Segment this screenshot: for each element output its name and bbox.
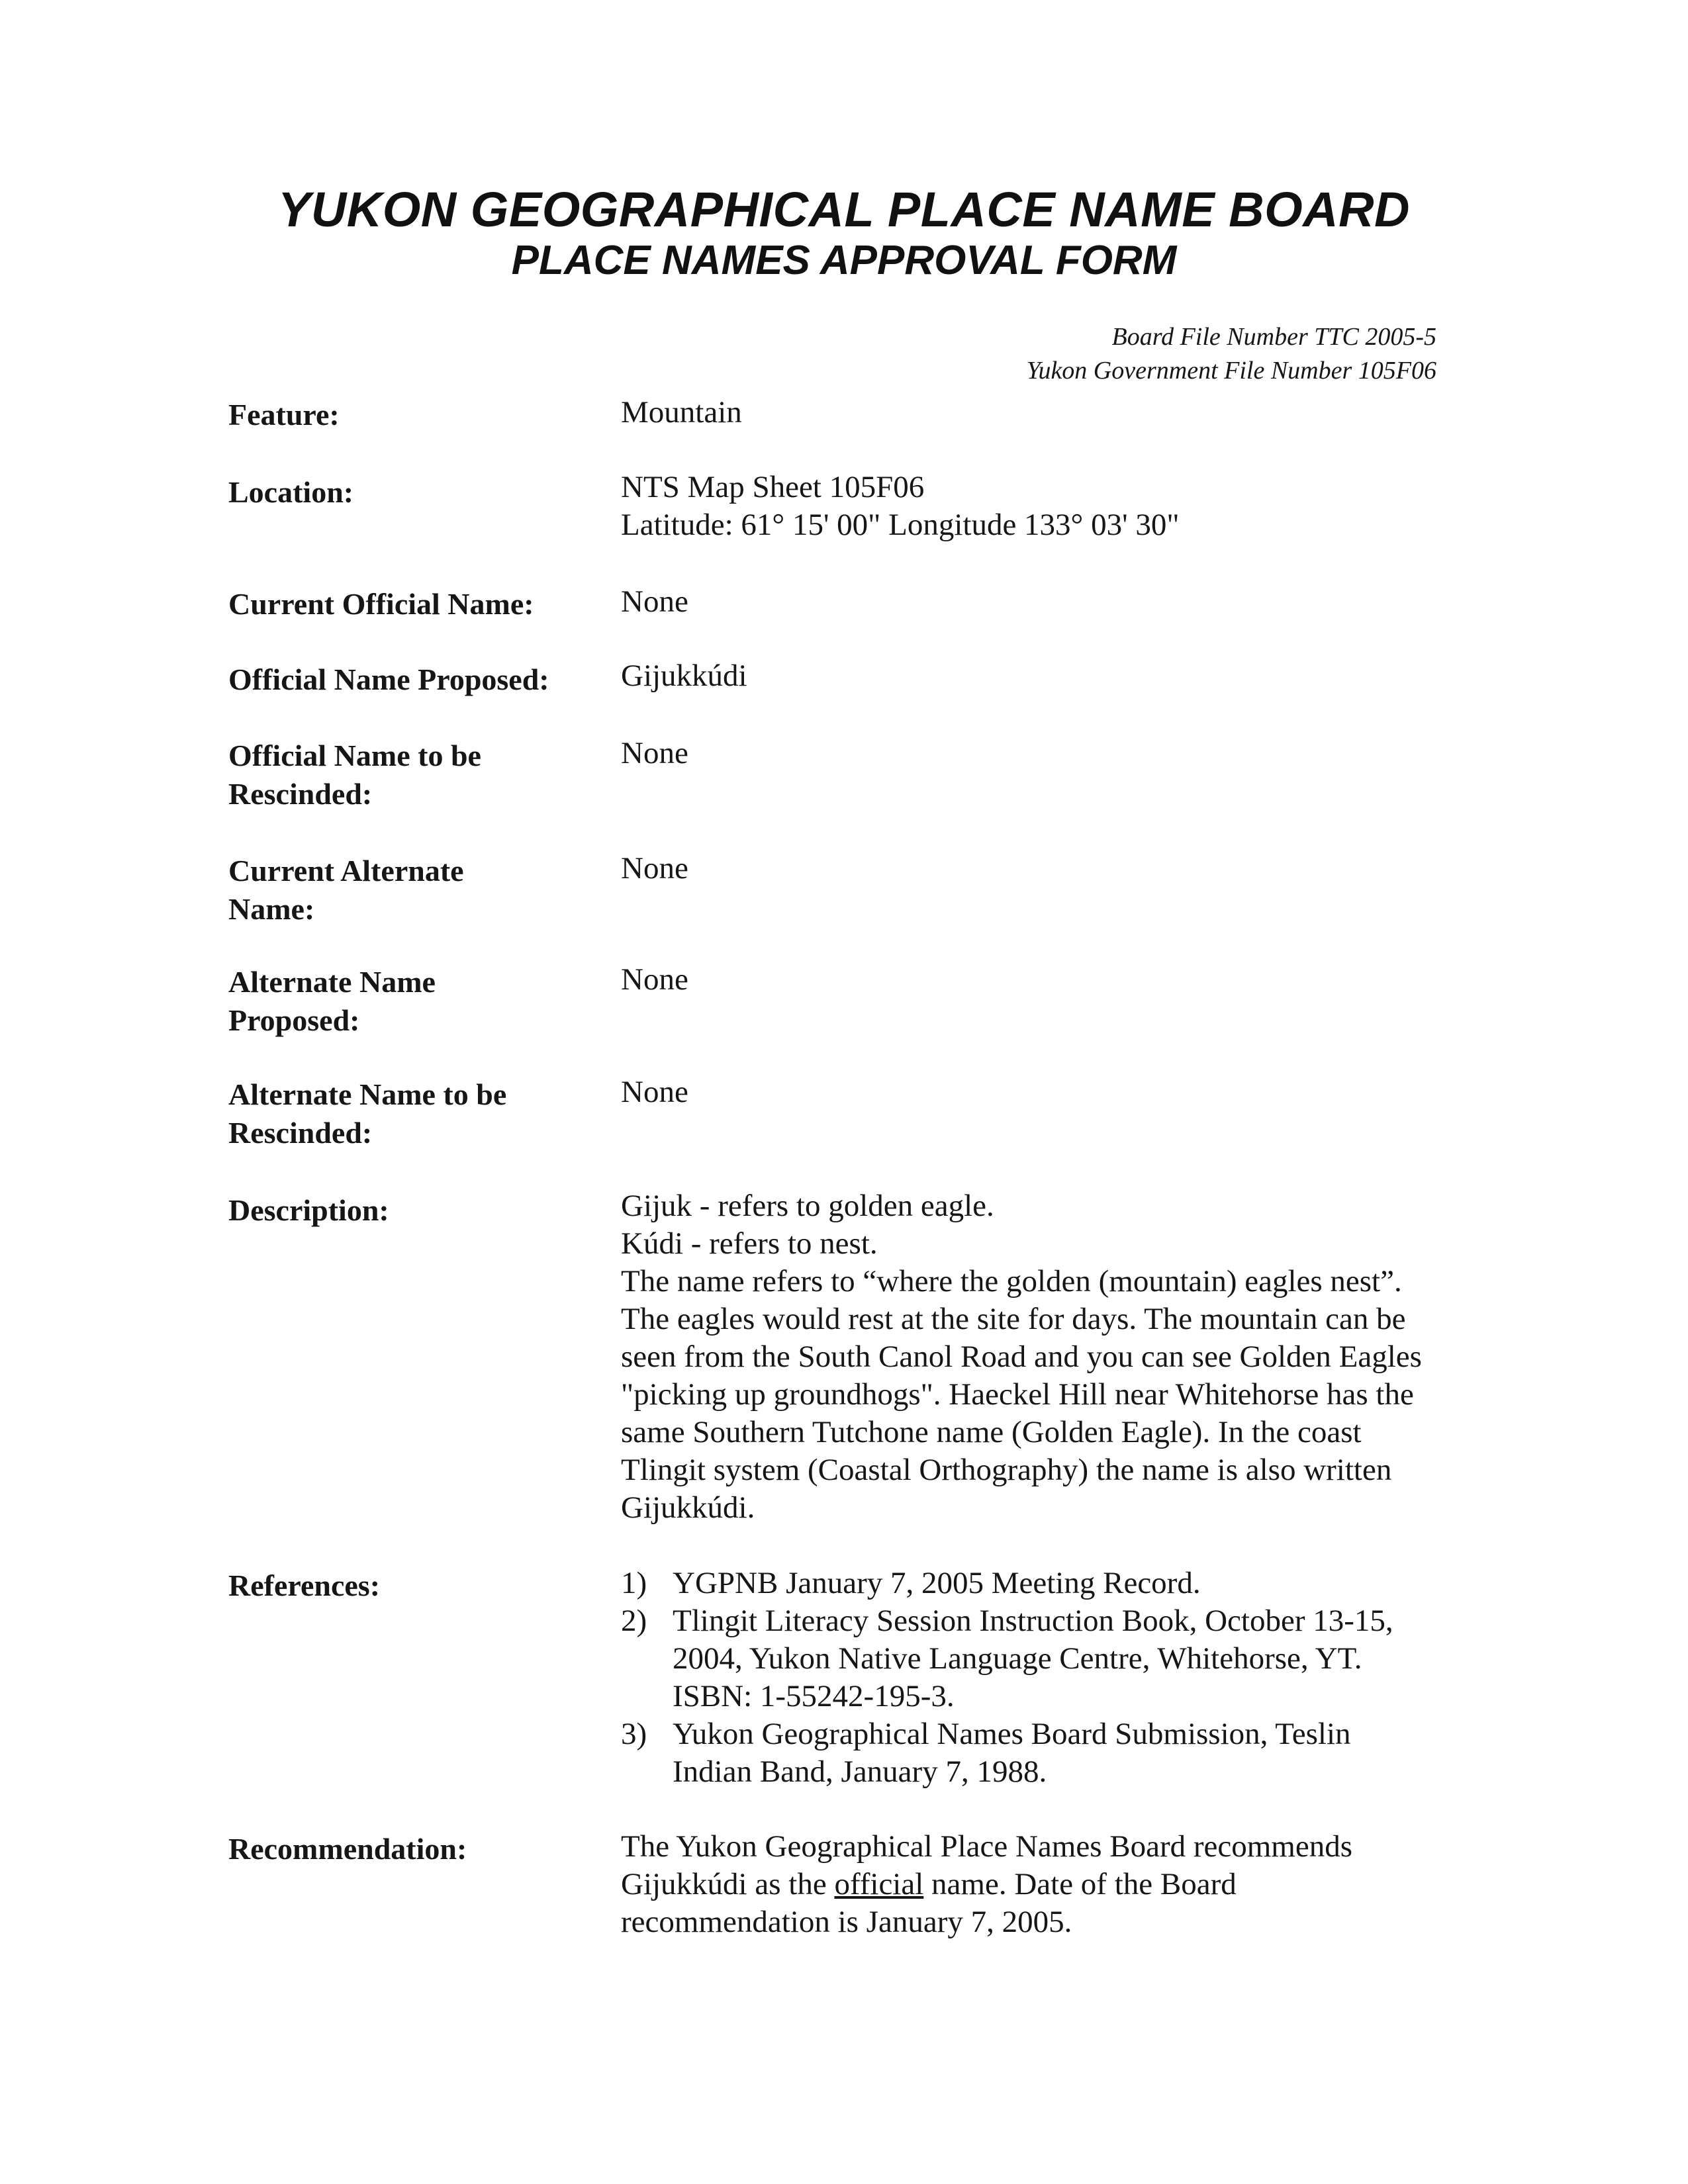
location-coordinates: Latitude: 61° 15' 00" Longitude 133° 03' 30" — [621, 508, 1180, 542]
alternate-name-proposed-label: Alternate Name Proposed: — [228, 965, 436, 1037]
current-official-name-value: None — [621, 584, 688, 619]
reference-text: Yukon Geographical Names Board Submission, Teslin Indian Band, January 7, 1988. — [673, 1717, 1351, 1789]
description-line-kudi: Kúdi - refers to nest. — [621, 1226, 878, 1261]
form-title: YUKON GEOGRAPHICAL PLACE NAME BOARD — [278, 182, 1410, 237]
location-value — [621, 469, 1448, 544]
recommendation-text-end: name. Date of the Board recommendation is January 7, 2005. — [621, 1867, 1237, 1939]
feature-value: Mountain — [621, 395, 742, 430]
recommendation-value — [621, 1828, 1448, 1941]
description-paragraph: The name refers to “where the golden (mountain) eagles nest”. The eagles would rest at the site for days. The mountain can be seen from the South Canol Road and you can see Golden Eagles "picking up groundhogs". Haeckel Hill near Whitehorse has the same Southern Tutchone name (Golden Eagle). In the coast Tlingit system (Coastal Orthography) the name is also written Gijukkúdi. — [621, 1264, 1422, 1525]
reference-text: YGPNB January 7, 2005 Meeting Record. — [673, 1566, 1201, 1600]
recommendation-underlined-word: official — [834, 1867, 924, 1901]
reference-number: 1) — [621, 1566, 647, 1600]
reference-item — [621, 1602, 1435, 1715]
official-name-proposed-label: Official Name Proposed: — [228, 662, 549, 696]
official-name-proposed-value: Gijukkúdi — [621, 659, 747, 693]
alternate-name-proposed-value: None — [621, 962, 688, 997]
reference-number: 3) — [621, 1717, 647, 1751]
description-label: Description: — [228, 1193, 389, 1227]
feature-label: Feature: — [228, 398, 340, 432]
government-file-number: Yukon Government File Number 105F06 — [1026, 357, 1436, 385]
reference-number: 2) — [621, 1604, 647, 1638]
current-official-name-label: Current Official Name: — [228, 587, 534, 621]
form-subtitle: PLACE NAMES APPROVAL FORM — [511, 238, 1177, 283]
location-map-sheet: NTS Map Sheet 105F06 — [621, 470, 925, 504]
location-label: Location: — [228, 475, 354, 509]
description-line-gijuk: Gijuk - refers to golden eagle. — [621, 1189, 994, 1223]
references-list — [621, 1565, 1435, 1791]
board-file-number: Board File Number TTC 2005-5 — [1111, 323, 1436, 351]
reference-item — [621, 1715, 1435, 1791]
references-label: References: — [228, 1569, 381, 1602]
current-alternate-name-value: None — [621, 851, 688, 886]
official-name-rescinded-label: Official Name to be Rescinded: — [228, 739, 481, 811]
recommendation-label: Recommendation: — [228, 1832, 467, 1866]
reference-item — [621, 1565, 1435, 1602]
recommendation-text-start: The Yukon Geographical Place Names Board recommends Gijukkúdi as the — [621, 1829, 1353, 1901]
alternate-name-rescinded-value: None — [621, 1075, 688, 1109]
official-name-rescinded-value: None — [621, 736, 688, 770]
description-value — [621, 1187, 1448, 1527]
current-alternate-name-label: Current Alternate Name: — [228, 854, 464, 926]
alternate-name-rescinded-label: Alternate Name to be Rescinded: — [228, 1077, 507, 1150]
reference-text: Tlingit Literacy Session Instruction Book, October 13-15, 2004, Yukon Native Language Centre, Whitehorse, YT. ISBN: 1-55242-195-3. — [673, 1604, 1393, 1713]
references-value — [621, 1565, 1435, 1791]
